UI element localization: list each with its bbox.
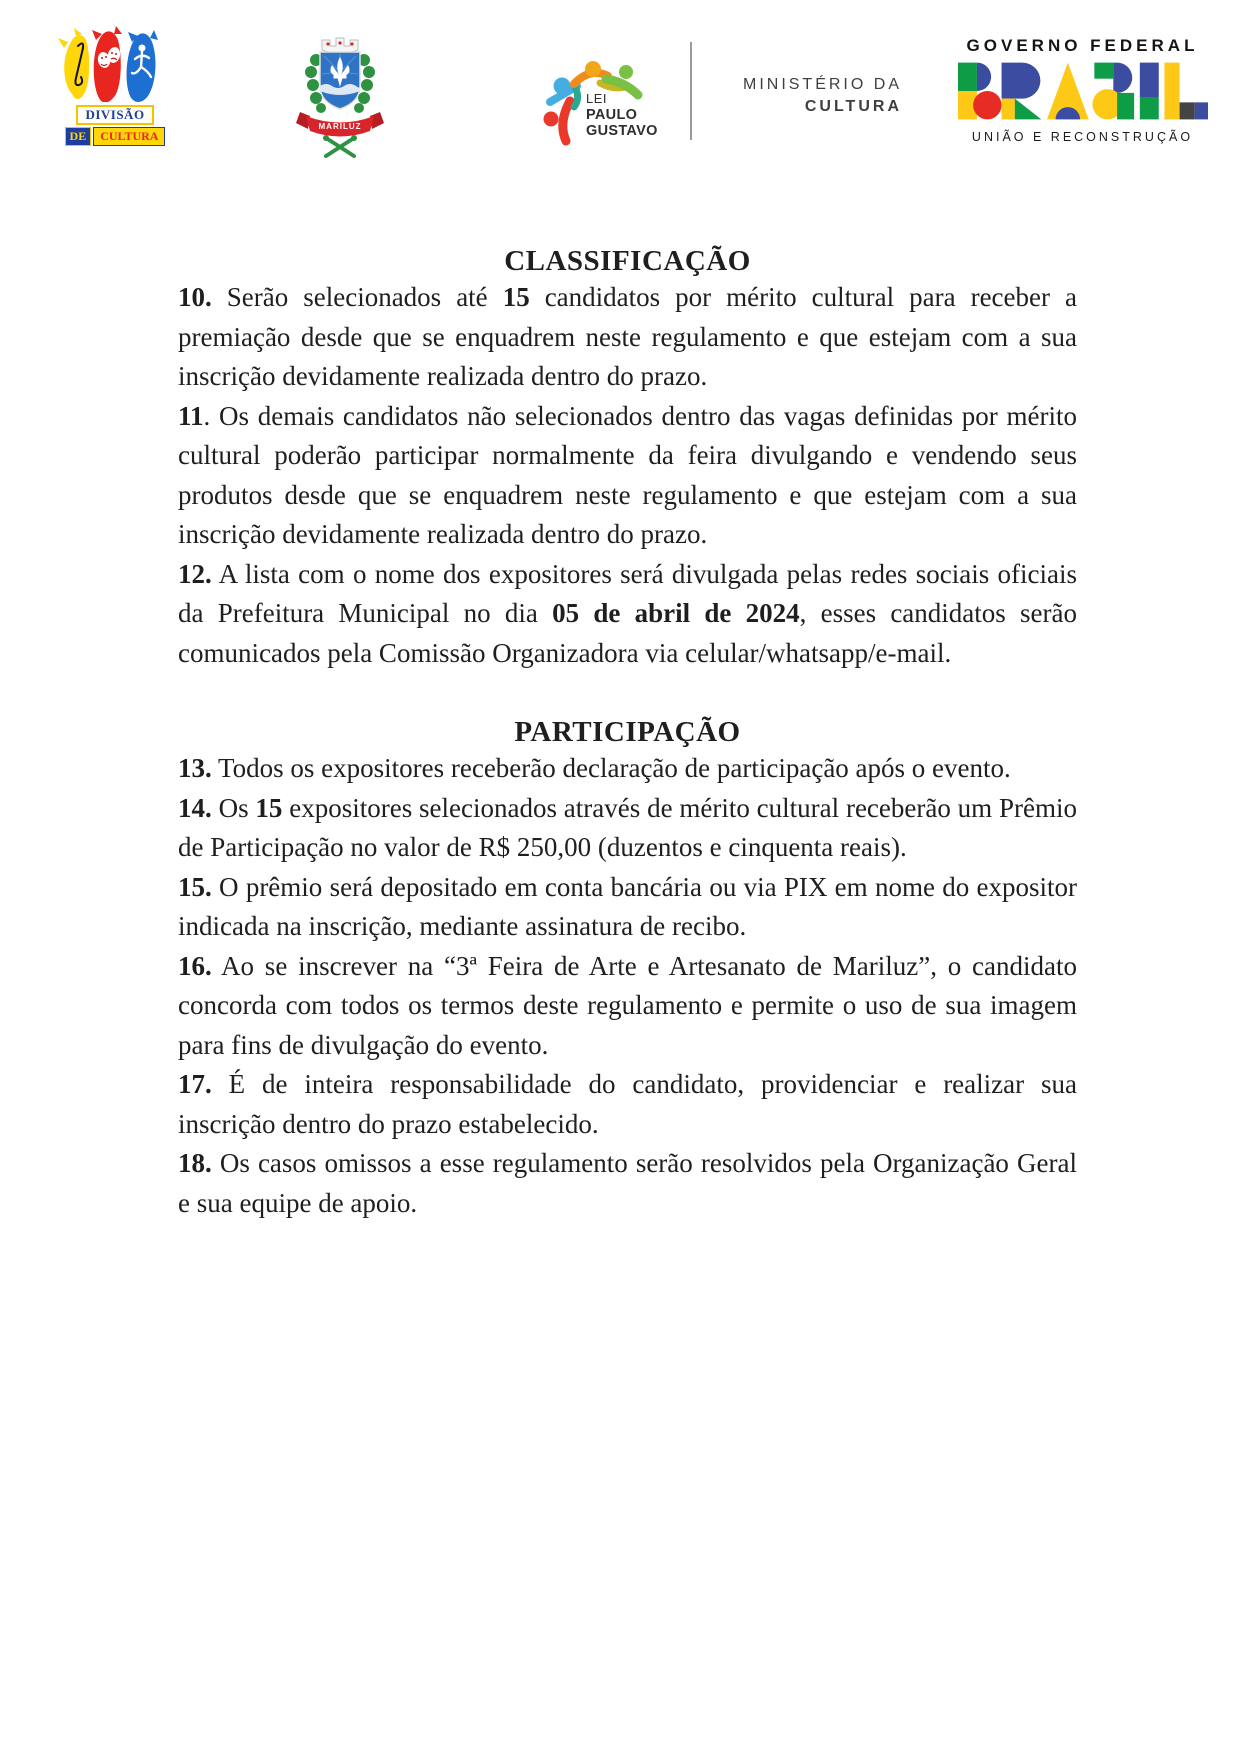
- lei-paulo-gustavo-wordmark: [586, 91, 658, 139]
- ministerio-line: MINISTÉRIO DA: [742, 76, 902, 93]
- header-divider: [690, 42, 692, 140]
- mariluz-banner-label: MARILUZ: [318, 122, 362, 131]
- lei-label: LEI: [586, 91, 608, 106]
- lei-paulo-gustavo-logo: [520, 55, 670, 150]
- cultura-label: CULTURA: [93, 127, 165, 146]
- section-title-participacao: PARTICIPAÇÃO: [514, 716, 741, 748]
- paint-splash-icon: [56, 26, 174, 102]
- paragraph-item-10: 10. Serão selecionados até 15 candidatos por mérito cultural para receber a premiação desde que se enquadrem neste regulamento e que estejam com a sua inscrição devidamente realizada dentro do prazo.: [178, 282, 1077, 391]
- de-label: DE: [65, 127, 92, 146]
- paragraph-item-13: 13. Todos os expositores receberão declaração de participação após o evento.: [178, 753, 1011, 783]
- ministerio-da-cultura-wordmark: [712, 76, 902, 116]
- gustavo-label: GUSTAVO: [586, 123, 658, 139]
- document-body: [178, 175, 1077, 1223]
- uniao-reconstrucao-label: UNIÃO E RECONSTRUÇÃO: [971, 130, 1194, 144]
- divisao-de-cultura-logo: [56, 26, 174, 146]
- header-logos: [0, 0, 1241, 175]
- paragraph-item-18: 18. Os casos omissos a esse regulamento serão resolvidos pela Organização Geral e sua equipe de apoio.: [178, 1148, 1077, 1218]
- paulo-label: PAULO: [586, 107, 638, 123]
- paragraph-item-12: 12. A lista com o nome dos expositores será divulgada pelas redes sociais oficiais da Prefeitura Municipal no dia 05 de abril de 2024, esses candidatos serão comunicados pela Comissão Organizadora via celular/whatsapp/e-mail.: [178, 558, 1077, 668]
- governo-federal-label: GOVERNO FEDERAL: [966, 36, 1199, 55]
- section-title-classificacao: CLASSIFICAÇÃO: [504, 245, 751, 277]
- governo-federal-brasil-logo: [950, 36, 1215, 144]
- brasil-geometric-wordmark-icon: [958, 61, 1208, 121]
- mariluz-coat-of-arms-icon: [288, 30, 392, 162]
- paragraph-item-16: 16. Ao se inscrever na “3ª Feira de Arte e Artesanato de Mariluz”, o candidato concorda com todos os termos deste regulamento e permite o uso de sua imagem para fins de divulgação do evento.: [178, 950, 1077, 1060]
- cultura-line: CULTURA: [804, 98, 902, 115]
- paragraph-item-11: 11. Os demais candidatos não selecionados dentro das vagas definidas por mérito cultural poderão participar normalmente da feira divulgando e vendendo seus produtos desde que se enquadrem neste regulamento e que estejam com a sua inscrição devidamente realizada dentro do prazo.: [178, 400, 1077, 549]
- divisao-label: DIVISÃO: [76, 105, 153, 125]
- paragraph-item-15: 15. O prêmio será depositado em conta bancária ou via PIX em nome do expositor indicada na inscrição, mediante assinatura de recibo.: [178, 871, 1077, 941]
- paragraph-item-17: 17. É de inteira responsabilidade do candidato, providenciar e realizar sua inscrição dentro do prazo estabelecido.: [178, 1069, 1077, 1139]
- paragraph-item-14: 14. Os 15 expositores selecionados através de mérito cultural receberão um Prêmio de Participação no valor de R$ 250,00 (duzentos e cinquenta reais).: [178, 792, 1077, 862]
- divisao-cultura-wordmark: [56, 105, 174, 146]
